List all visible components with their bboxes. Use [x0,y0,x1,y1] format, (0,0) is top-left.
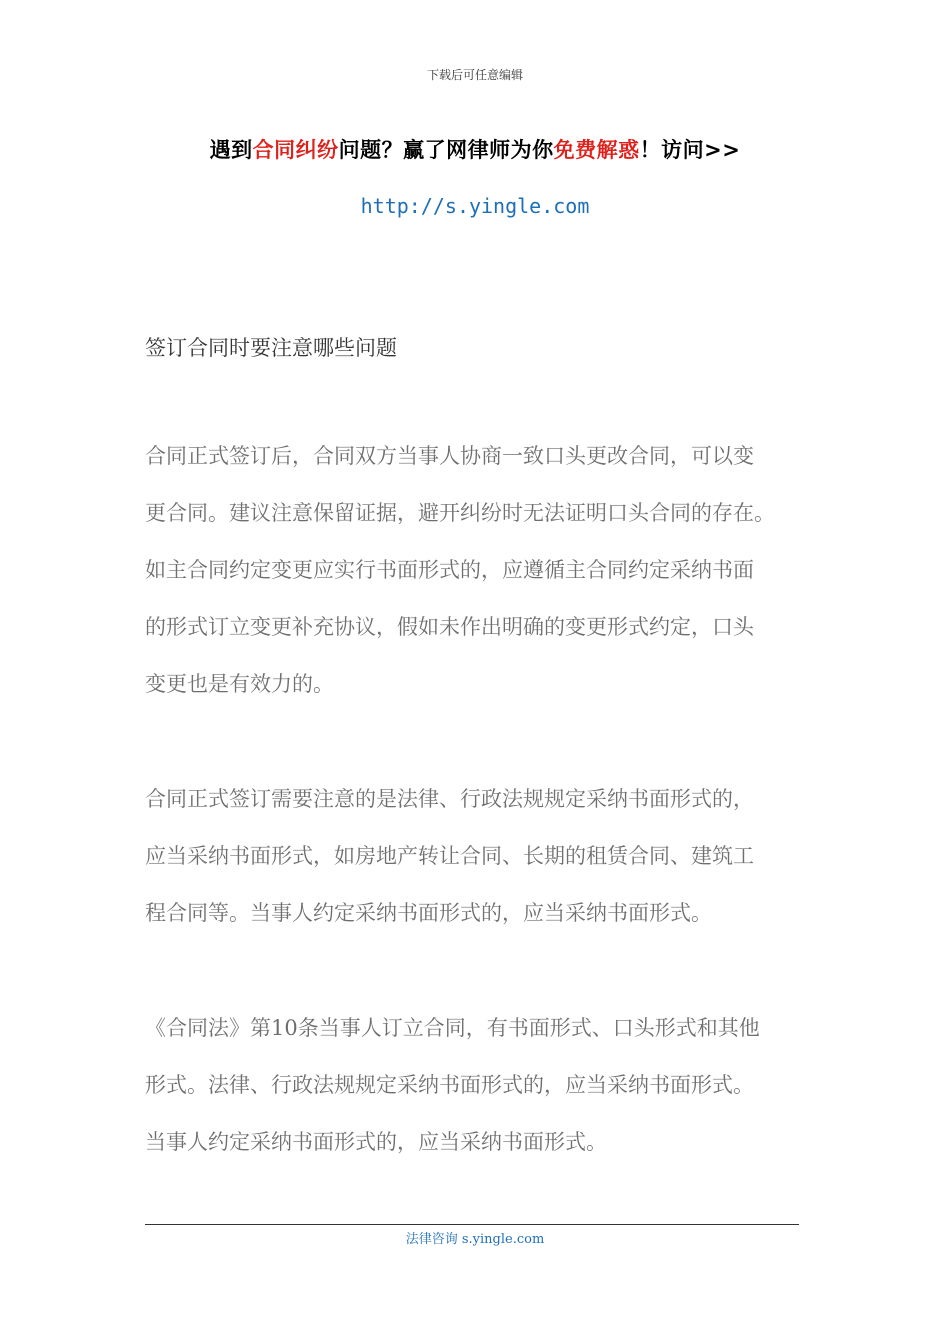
promo-banner[interactable] [0,134,950,164]
paragraph-line: 当事人约定采纳书面形式的，应当采纳书面形式。 [145,1130,607,1154]
paragraph-line: 如主合同约定变更应实行书面形式的，应遵循主合同约定采纳书面 [145,558,754,582]
paragraph-line: 形式。法律、行政法规规定采纳书面形式的，应当采纳书面形式。 [145,1073,754,1097]
paragraph-line: 的形式订立变更补充协议，假如未作出明确的变更形式约定，口头 [145,615,754,639]
paragraph-line: 变更也是有效力的。 [145,672,334,696]
paragraph [145,428,815,713]
paragraph-line: 《合同法》第10条当事人订立合同，有书面形式、口头形式和其他 [145,1016,760,1040]
paragraph [145,1000,815,1171]
promo-highlight-2: 免费解惑 [553,138,640,162]
paragraph-line: 合同正式签订后，合同双方当事人协商一致口头更改合同，可以变 [145,444,754,468]
paragraph [145,771,815,942]
footer-link[interactable]: 法律咨询 s.yingle.com [405,1232,545,1247]
paragraph-line: 应当采纳书面形式，如房地产转让合同、长期的租赁合同、建筑工 [145,844,754,868]
promo-link[interactable]: http://s.yingle.com [360,194,590,218]
promo-text-2: 问题？赢了网律师为你 [338,138,554,162]
promo-text-3: ！访问>> [639,138,741,162]
header-note: 下载后可任意编辑 [426,68,523,82]
paragraph-line: 合同正式签订需要注意的是法律、行政法规规定采纳书面形式的， [145,787,754,811]
paragraph-line: 程合同等。当事人约定采纳书面形式的，应当采纳书面形式。 [145,901,712,925]
footer-divider [145,1224,799,1225]
document-title: 签订合同时要注意哪些问题 [145,336,397,360]
promo-text-1: 遇到 [209,138,253,162]
paragraph-line: 更合同。建议注意保留证据，避开纠纷时无法证明口头合同的存在。 [145,501,775,525]
promo-highlight-1: 合同纠纷 [252,138,339,162]
